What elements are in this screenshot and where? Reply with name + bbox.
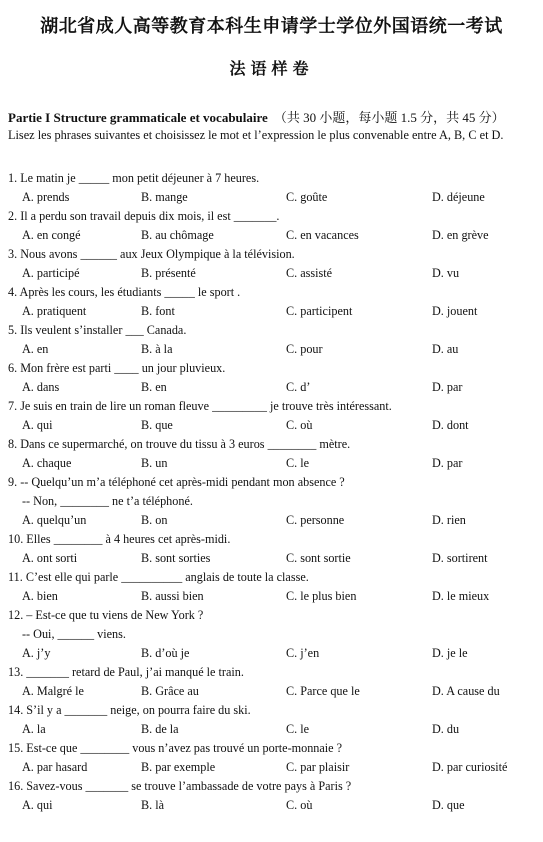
option-a: A. quelqu’un <box>22 513 87 527</box>
option-c: C. où <box>286 798 313 812</box>
option-b: B. présenté <box>141 266 196 280</box>
option-b: B. on <box>141 513 168 527</box>
option-c: C. goûte <box>286 190 328 204</box>
option-a: A. participé <box>22 266 80 280</box>
option-d: D. le mieux <box>432 589 490 603</box>
question-stem: 7. Je suis en train de lire un roman fleuve _________ je trouve très intéressant. <box>8 399 392 413</box>
part-instructions: Lisez les phrases suivantes et choisissez le mot et l’expression le plus convenable entre A, B, C et D. <box>8 128 504 142</box>
question-stem: 2. Il a perdu son travail depuis dix mois, il est _______. <box>8 209 280 223</box>
question-2 <box>0 207 543 245</box>
option-c: C. j’en <box>286 646 320 660</box>
exam-title: 湖北省成人高等教育本科生申请学士学位外国语统一考试 <box>40 16 503 37</box>
option-a: A. qui <box>22 798 53 812</box>
question-stem: 16. Savez-vous _______ se trouve l’ambassade de votre pays à Paris ? <box>8 779 352 793</box>
part-scoring-note: （共 30 小题，每小题 1.5 分，共 45 分） <box>273 110 505 125</box>
option-b: B. que <box>141 418 173 432</box>
exam-subtitle: 法语样卷 <box>229 59 314 78</box>
question-12 <box>0 606 543 663</box>
answer-options <box>0 682 543 701</box>
question-stem: 10. Elles ________ à 4 heures cet après-midi. <box>8 532 231 546</box>
option-b: B. font <box>141 304 175 318</box>
part-heading <box>8 107 543 126</box>
option-b: B. en <box>141 380 167 394</box>
option-a: A. la <box>22 722 46 736</box>
option-d: D. au <box>432 342 459 356</box>
option-b: B. par exemple <box>141 760 216 774</box>
part-title: Partie I Structure grammaticale et vocabulaire <box>8 110 268 125</box>
question-stem: 12. – Est-ce que tu viens de New York ? <box>8 608 204 622</box>
option-b: B. aussi bien <box>141 589 204 603</box>
option-c: C. assisté <box>286 266 333 280</box>
answer-options <box>0 378 543 397</box>
question-7 <box>0 397 543 435</box>
question-10 <box>0 530 543 568</box>
option-a: A. prends <box>22 190 70 204</box>
option-d: D. en grève <box>432 228 489 242</box>
option-b: B. sont sorties <box>141 551 211 565</box>
option-d: D. rien <box>432 513 466 527</box>
question-3 <box>0 245 543 283</box>
option-d: D. vu <box>432 266 460 280</box>
option-d: D. je le <box>432 646 468 660</box>
question-stem: 11. C’est elle qui parle __________ anglais de toute la classe. <box>8 570 309 584</box>
option-c: C. Parce que le <box>286 684 360 698</box>
option-c: C. en vacances <box>286 228 359 242</box>
option-c: C. le <box>286 456 310 470</box>
option-d: D. par <box>432 380 463 394</box>
question-stem: 15. Est-ce que ________ vous n’avez pas trouvé un porte-monnaie ? <box>8 741 343 755</box>
option-c: C. où <box>286 418 313 432</box>
question-stem: 5. Ils veulent s’installer ___ Canada. <box>8 323 187 337</box>
question-followup-line: -- Non, ________ ne t’a téléphoné. <box>22 494 193 508</box>
option-a: A. Malgré le <box>22 684 84 698</box>
answer-options <box>0 340 543 359</box>
answer-options <box>0 796 543 815</box>
option-d: D. déjeune <box>432 190 485 204</box>
option-a: A. chaque <box>22 456 72 470</box>
answer-options <box>0 549 543 568</box>
question-stem: 4. Après les cours, les étudiants _____ le sport . <box>8 285 241 299</box>
option-c: C. d’ <box>286 380 311 394</box>
option-d: D. dont <box>432 418 469 432</box>
option-d: D. du <box>432 722 460 736</box>
option-c: C. le <box>286 722 310 736</box>
option-d: D. par <box>432 456 463 470</box>
question-8 <box>0 435 543 473</box>
option-b: B. Grâce au <box>141 684 199 698</box>
question-11 <box>0 568 543 606</box>
question-stem: 6. Mon frère est parti ____ un jour pluvieux. <box>8 361 226 375</box>
question-stem: 1. Le matin je _____ mon petit déjeuner à 7 heures. <box>8 171 260 185</box>
answer-options <box>0 511 543 530</box>
question-1 <box>0 169 543 207</box>
option-b: B. de la <box>141 722 179 736</box>
option-a: A. ont sorti <box>22 551 78 565</box>
question-followup-line: -- Oui, ______ viens. <box>22 627 126 641</box>
answer-options <box>0 454 543 473</box>
question-stem: 14. S’il y a _______ neige, on pourra faire du ski. <box>8 703 251 717</box>
option-d: D. A cause du <box>432 684 500 698</box>
answer-options <box>0 416 543 435</box>
option-c: C. pour <box>286 342 323 356</box>
option-c: C. par plaisir <box>286 760 350 774</box>
question-6 <box>0 359 543 397</box>
question-9 <box>0 473 543 530</box>
answer-options <box>0 226 543 245</box>
question-stem: 9. -- Quelqu’un m’a téléphoné cet après-midi pendant mon absence ? <box>8 475 345 489</box>
option-a: A. pratiquent <box>22 304 87 318</box>
option-a: A. en <box>22 342 49 356</box>
option-a: A. en congé <box>22 228 81 242</box>
option-d: D. que <box>432 798 465 812</box>
option-b: B. mange <box>141 190 188 204</box>
option-d: D. jouent <box>432 304 478 318</box>
answer-options <box>0 188 543 207</box>
option-a: A. bien <box>22 589 58 603</box>
option-c: C. participent <box>286 304 353 318</box>
option-a: A. par hasard <box>22 760 88 774</box>
answer-options <box>0 264 543 283</box>
question-14 <box>0 701 543 739</box>
question-stem: 3. Nous avons ______ aux Jeux Olympique à la télévision. <box>8 247 295 261</box>
question-15 <box>0 739 543 777</box>
question-5 <box>0 321 543 359</box>
question-13 <box>0 663 543 701</box>
option-c: C. personne <box>286 513 345 527</box>
option-a: A. j’y <box>22 646 51 660</box>
answer-options <box>0 302 543 321</box>
option-b: B. un <box>141 456 168 470</box>
option-a: A. qui <box>22 418 53 432</box>
question-16 <box>0 777 543 815</box>
option-c: C. sont sortie <box>286 551 351 565</box>
answer-options <box>0 720 543 739</box>
option-d: D. par curiosité <box>432 760 508 774</box>
question-stem: 8. Dans ce supermarché, on trouve du tissu à 3 euros ________ mètre. <box>8 437 351 451</box>
option-d: D. sortirent <box>432 551 488 565</box>
option-b: B. à la <box>141 342 173 356</box>
option-a: A. dans <box>22 380 60 394</box>
option-b: B. là <box>141 798 165 812</box>
question-stem: 13. _______ retard de Paul, j’ai manqué le train. <box>8 665 244 679</box>
answer-options <box>0 587 543 606</box>
answer-options <box>0 758 543 777</box>
option-b: B. au chômage <box>141 228 214 242</box>
answer-options <box>0 644 543 663</box>
option-b: B. d’où je <box>141 646 190 660</box>
question-list <box>0 169 543 815</box>
option-c: C. le plus bien <box>286 589 357 603</box>
question-4 <box>0 283 543 321</box>
